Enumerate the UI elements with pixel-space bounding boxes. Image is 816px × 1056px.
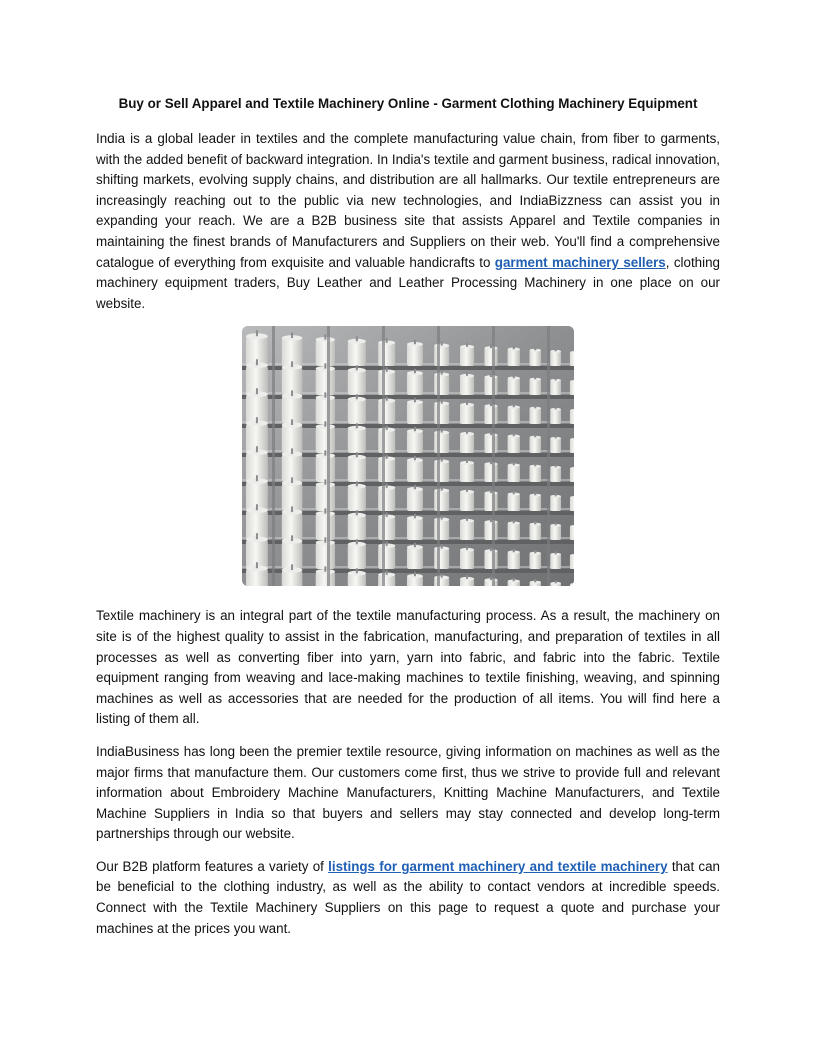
intro-paragraph [96,129,720,314]
yarn-spool [434,400,449,425]
yarn-spool [348,482,366,512]
yarn-spool [550,378,561,396]
figure-container [96,326,720,586]
yarn-spool [434,545,449,570]
yarn-spool [508,346,520,366]
yarn-spool [550,407,561,425]
machine-post [327,326,330,586]
garment-machinery-sellers-link[interactable]: garment machinery sellers [494,254,666,270]
yarn-spool [550,494,561,512]
yarn-spool [550,436,561,454]
yarn-spool [407,485,423,511]
yarn-spool [508,520,520,540]
yarn-spool [407,398,423,424]
yarn-spool [570,466,574,482]
yarn-spool [484,490,497,512]
indiabusiness-paragraph: IndiaBusiness has long been the premier textile resource, giving information on machines as well as the major firms that manufacture them. Our customers come first, thus we strive to provide full and relevant information about Embroidery Machine Manufacturers, Knitting Machine Manufacturers, and Textile Machine Suppliers in India so that buyers and sellers may stay connected and develop long-term partnerships through our website. [96,743,720,842]
yarn-spool [316,538,335,570]
yarn-spool [348,337,366,367]
spindles-illustration [242,326,574,586]
yarn-spool [282,391,303,425]
machinery-paragraph: Textile machinery is an integral part of the textile manufacturing process. As a result, the machinery on site is of the highest quality to assist in the fabrication, manufacturing, and preparation of textiles in all processes as well as converting fiber into yarn, yarn into fabric, and fabric into the fabric. Textile equipment ranging from weaving and lace-making machines to textile finishing, weaving, and spinning machines as well as accessories that are needed for the production of all items. You will find here a listing of them all. [96,608,720,727]
intro-text-before: India is a global leader in textiles and the complete manufacturing value chain, from fiber to garments, with the added benefit of backward integration. In India's textile and garment business, radical innovation, shifting markets, evolving supply chains, and distribution are all hallmarks. Our textile entrepreneurs are increasingly reaching out to the public via new technologies, and IndiaBizzness can assist you in expanding your reach. We are a B2B business site that assists Apparel and Textile companies in maintaining the finest brands of Manufacturers and Suppliers on their web. You'll find a comprehensive catalogue of everything from exquisite and valuable handicrafts to [96,131,720,270]
yarn-spool [378,425,395,453]
yarn-spool [316,451,335,483]
yarn-spool [282,478,303,512]
yarn-spool [378,541,395,569]
yarn-spool [407,543,423,569]
yarn-spool [316,480,335,512]
yarn-spool [484,461,497,483]
yarn-spool [407,456,423,482]
yarn-spool [550,349,561,367]
yarn-spool [508,404,520,424]
machine-post [272,326,275,586]
yarn-spool [460,372,474,395]
yarn-spool [530,463,542,482]
yarn-spool [378,483,395,511]
yarn-spool [282,536,303,570]
yarn-spool [282,449,303,483]
yarn-spool [484,403,497,425]
yarn-spool [508,433,520,453]
yarn-spool [530,550,542,569]
yarn-spool [282,333,303,367]
yarn-spool [348,540,366,570]
yarn-spool [434,429,449,454]
yarn-spool [348,511,366,541]
platform-paragraph [96,857,720,939]
yarn-spool [530,492,542,511]
machine-post [437,326,440,586]
page-title: Buy or Sell Apparel and Textile Machinery Online - Garment Clothing Machinery Equipment [118,96,698,111]
yarn-spool [407,427,423,453]
yarn-spool [460,488,474,511]
yarn-spool [348,424,366,454]
yarn-spool [570,495,574,511]
machine-post [492,326,495,586]
yarn-spool [316,422,335,454]
yarn-spool [530,376,542,395]
yarn-spool [570,524,574,540]
yarn-spool [508,549,520,569]
yarn-spool [378,512,395,540]
machine-post [382,326,385,586]
yarn-spool [550,465,561,483]
yarn-spool [460,546,474,569]
yarn-spool [460,517,474,540]
yarn-spool [484,432,497,454]
yarn-spool [378,454,395,482]
yarn-spool [378,338,395,366]
yarn-spool [348,366,366,396]
yarn-spool [530,521,542,540]
yarn-spool [282,507,303,541]
yarn-spool [348,395,366,425]
yarn-spool [407,369,423,395]
textile-spindles-photo [242,326,574,586]
listings-machinery-link[interactable]: listings for garment machinery and textile machinery [328,858,668,874]
yarn-spool [484,548,497,570]
yarn-spool [316,509,335,541]
yarn-spool [484,345,497,367]
yarn-spool [530,347,542,366]
yarn-spool [570,350,574,366]
yarn-spool [550,523,561,541]
yarn-spool [530,434,542,453]
yarn-spool [434,487,449,512]
platform-text-after: that can be beneficial to the clothing industry, as well as the ability to contact vendors at incredible speeds. Connect with the Textile Machinery Suppliers on this page to request a quote and purchase your machines at the prices you want. [96,858,720,936]
yarn-spool [407,340,423,366]
yarn-spool [407,514,423,540]
yarn-spool [460,430,474,453]
yarn-spool [434,516,449,541]
yarn-spool [378,396,395,424]
yarn-spool [484,519,497,541]
yarn-spool [570,379,574,395]
yarn-spool [460,343,474,366]
yarn-spool [378,367,395,395]
yarn-spool [282,362,303,396]
yarn-spool [348,453,366,483]
machine-post [547,326,550,586]
yarn-spool [484,374,497,396]
yarn-spool [530,405,542,424]
yarn-spool [508,462,520,482]
intro-text-after: , clothing machinery equipment traders, Buy Leather and Leather Processing Machinery in one place on our website. [96,254,720,311]
yarn-spool [460,401,474,424]
yarn-spool [550,552,561,570]
yarn-spool [570,553,574,569]
yarn-spool [434,342,449,367]
yarn-spool [508,491,520,511]
yarn-spool [282,420,303,454]
yarn-spool [316,364,335,396]
yarn-spool [434,458,449,483]
yarn-spool [316,335,335,367]
yarn-spool [508,375,520,395]
yarn-spool [460,459,474,482]
yarn-spool [316,393,335,425]
yarn-spool [570,437,574,453]
document-page [96,95,720,951]
yarn-spool [570,408,574,424]
yarn-spool [434,371,449,396]
platform-text-before: Our B2B platform features a variety of [96,858,329,874]
